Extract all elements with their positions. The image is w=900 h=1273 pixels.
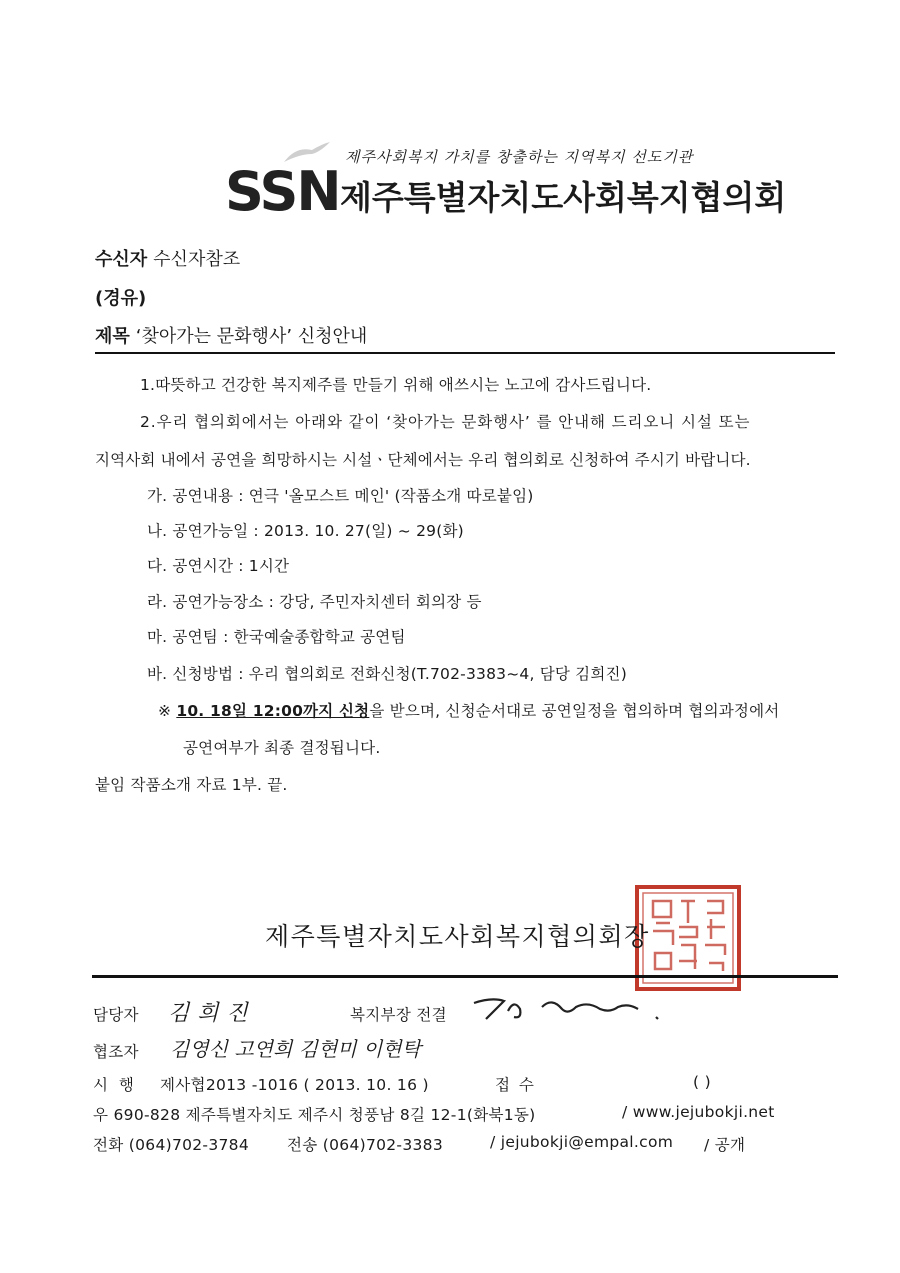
item-available-dates: 나. 공연가능일 : 2013. 10. 27(일) ~ 29(화) xyxy=(147,522,464,540)
execution-label: 시 행 xyxy=(93,1076,137,1094)
via-row xyxy=(95,284,152,310)
phone: 전화 (064)702-3784 xyxy=(93,1136,249,1154)
item-venue: 라. 공연가능장소 : 강당, 주민자치센터 회의장 등 xyxy=(147,593,482,611)
paragraph-1: 1.따뜻하고 건강한 복지제주를 만들기 위해 애쓰시는 노고에 감사드립니다. xyxy=(140,376,652,394)
via-label: (경유) xyxy=(95,288,147,309)
disclosure: / 공개 xyxy=(704,1136,746,1154)
dept-approval-label: 복지부장 전결 xyxy=(350,1006,447,1024)
recipient-row xyxy=(95,245,240,271)
fax: 전송 (064)702-3383 xyxy=(287,1136,443,1154)
cooperator-label: 협조자 xyxy=(93,1043,139,1061)
org-name-header: 제주특별자치도사회복지협의회 xyxy=(340,178,787,217)
staff-signature: 김희진 xyxy=(168,1001,256,1026)
notice-line-2: 공연여부가 최종 결정됩니다. xyxy=(183,739,381,757)
receipt-value: ( ) xyxy=(693,1073,711,1091)
recipient-value: 수신자참조 xyxy=(153,249,241,270)
item-application-method: 바. 신청방법 : 우리 협의회로 전화신청(T.702-3383~4, 담당 김희진) xyxy=(147,665,627,683)
subject-value: ‘찾아가는 문화행사’ 신청안내 xyxy=(135,326,368,347)
title-divider xyxy=(95,352,835,354)
email-link[interactable]: / jejubokji@empal.com xyxy=(490,1133,674,1151)
address: 우 690-828 제주특별자치도 제주시 청풍남 8길 12-1(화북1동) xyxy=(93,1106,536,1124)
execution-value: 제사협2013 -1016 ( 2013. 10. 16 ) xyxy=(160,1076,429,1094)
dept-signature-icon xyxy=(468,993,678,1025)
receipt-label: 접 수 xyxy=(495,1076,536,1094)
ssn-logo: SSN xyxy=(225,160,340,223)
subject-label: 제목 xyxy=(95,326,130,347)
item-team: 마. 공연팀 : 한국예술종합학교 공연팀 xyxy=(147,628,406,646)
paragraph-2-line-2: 지역사회 내에서 공연을 희망하시는 시설ㆍ단체에서는 우리 협의회로 신청하여 주시기 바랍니다. xyxy=(95,451,751,469)
recipient-label: 수신자 xyxy=(95,249,148,270)
notice-mark: ※ xyxy=(158,702,172,720)
staff-label: 담당자 xyxy=(93,1006,139,1024)
notice-rest: 을 받으며, 신청순서대로 공연일정을 협의하며 협의과정에서 xyxy=(369,702,780,720)
subject-row xyxy=(95,322,367,348)
sender-title: 제주특별자치도사회복지협의회장 xyxy=(265,922,650,951)
notice-deadline: 10. 18일 12:00까지 신청 xyxy=(176,702,370,720)
cooperator-signatures: 김영신 고연희 김현미 이현탁 xyxy=(170,1037,421,1061)
paragraph-2-line-1: 2.우리 협의회에서는 아래와 같이 ‘찾아가는 문화행사’ 를 안내해 드리오니 시설 또는 xyxy=(140,413,751,431)
item-duration: 다. 공연시간 : 1시간 xyxy=(147,557,290,575)
tagline: 제주사회복지 가치를 창출하는 지역복지 선도기관 xyxy=(345,148,694,166)
notice-line-1 xyxy=(158,699,779,721)
attachment-line: 붙임 작품소개 자료 1부. 끝. xyxy=(95,776,288,794)
footer-divider xyxy=(92,975,838,978)
item-performance-content: 가. 공연내용 : 연극 '올모스트 메인' (작품소개 따로붙임) xyxy=(147,487,534,505)
website-link[interactable]: / www.jejubokji.net xyxy=(622,1103,775,1121)
